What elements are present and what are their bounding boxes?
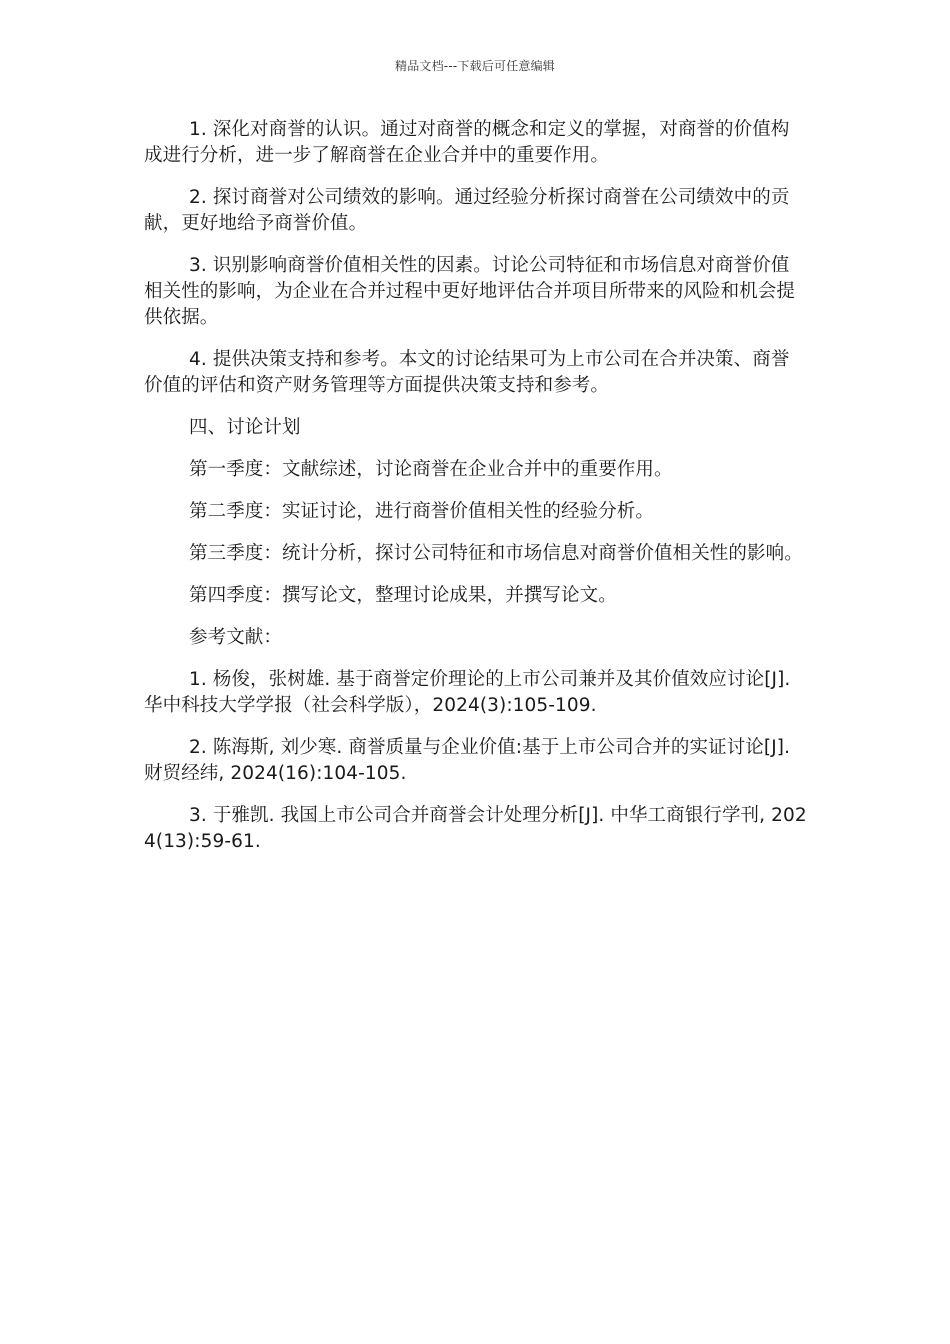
plan-q2: 第二季度：实证讨论，进行商誉价值相关性的经验分析。 — [189, 501, 655, 522]
plan-q3: 第三季度：统计分析，探讨公司特征和市场信息对商誉价值相关性的影响。 — [189, 543, 803, 564]
plan-q1: 第一季度：文献综述，讨论商誉在企业合并中的重要作用。 — [189, 459, 673, 480]
reference-item-3: 3. 于雅凯. 我国上市公司合并商誉会计处理分析[J]. 中华工商银行学刊, 2024(13):59-61. — [144, 805, 807, 852]
references-heading: 参考文献： — [189, 627, 283, 648]
document-body — [144, 117, 808, 871]
objective-paragraph-3: 3. 识别影响商誉价值相关性的因素。讨论公司特征和市场信息对商誉价值相关性的影响，为企业在合并过程中更好地评估合并项目所带来的风险和机会提供依据。 — [144, 255, 796, 328]
objective-paragraph-4: 4. 提供决策支持和参考。本文的讨论结果可为上市公司在合并决策、商誉价值的评估和资产财务管理等方面提供决策支持和参考。 — [144, 349, 790, 396]
objective-paragraph-2: 2. 探讨商誉对公司绩效的影响。通过经验分析探讨商誉在公司绩效中的贡献，更好地给予商誉价值。 — [144, 187, 790, 234]
objective-paragraph-1: 1. 深化对商誉的认识。通过对商誉的概念和定义的掌握，对商誉的价值构成进行分析，进一步了解商誉在企业合并中的重要作用。 — [144, 119, 790, 166]
section-heading-plan: 四、讨论计划 — [189, 417, 301, 438]
plan-q4: 第四季度：撰写论文，整理讨论成果，并撰写论文。 — [189, 585, 617, 606]
page-header: 精品文档---下载后可任意编辑 — [395, 59, 555, 73]
reference-item-2: 2. 陈海斯, 刘少寒. 商誉质量与企业价值:基于上市公司合并的实证讨论[J]. 财贸经纬, 2024(16):104-105. — [144, 737, 791, 784]
reference-item-1: 1. 杨俊，张树雄. 基于商誉定价理论的上市公司兼并及其价值效应讨论[J]. 华中科技大学学报（社会科学版），2024(3):105-109. — [144, 669, 791, 716]
